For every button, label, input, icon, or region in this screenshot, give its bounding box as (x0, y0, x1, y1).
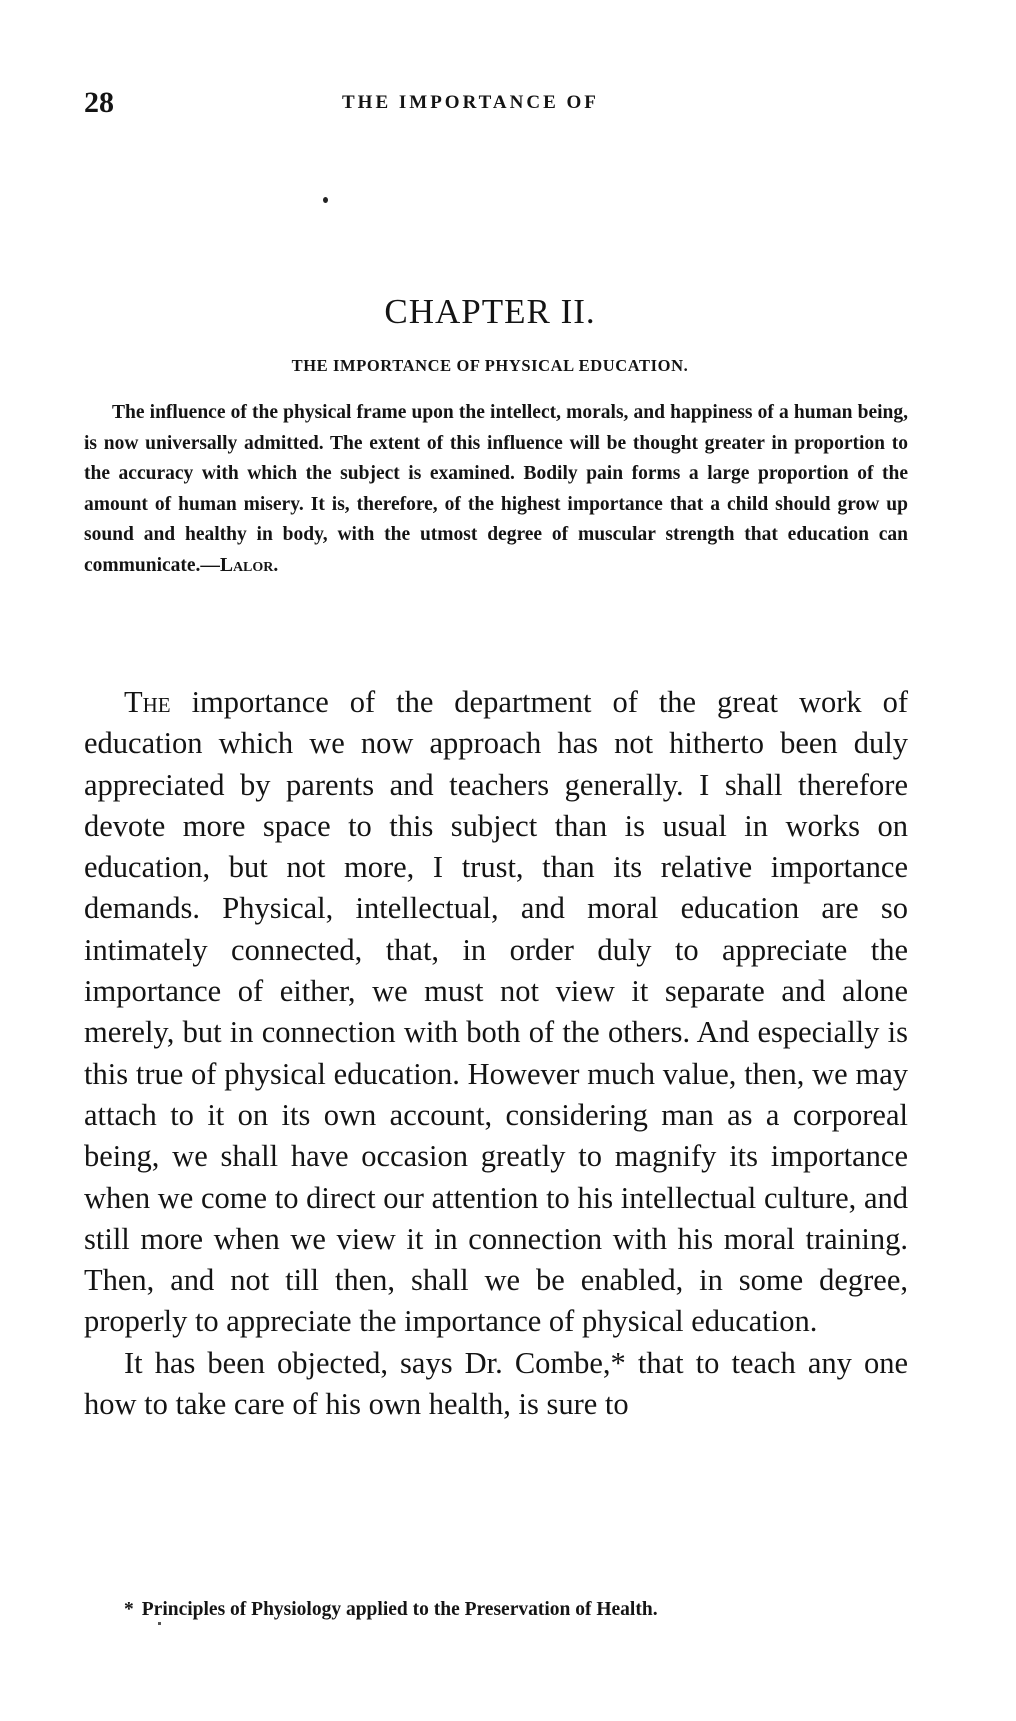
epigraph-text: The influence of the physical frame upon the intellect, morals, and happiness of a human being, is now universally admitted. The extent of this influence will be thought greater in proportion to the accuracy with which the subject is examined. Bodily pain forms a large proportion of the amount of human misery. It is, therefore, of the highest importance that a child should grow up sound and healthy in body, with the utmost degree of muscular strength that education can communicate.— (84, 402, 908, 576)
footnote (124, 1599, 924, 1621)
footnote-text: Principles of Physiology applied to the Preservation of Health. (141, 1599, 658, 1620)
paragraph-1-lead: The (124, 685, 171, 719)
epigraph (84, 398, 908, 582)
ink-speck (323, 197, 328, 203)
paragraph-2: It has been objected, says Dr. Combe,* that to teach any one how to take care of his own health, is sure to (84, 1345, 908, 1422)
paragraph-1-text: importance of the department of the great work of education which we now approach has not hitherto been duly appreciated by parents and teachers generally. I shall therefore devote more space to this subject than is usual in works on education, but not more, I trust, than its relative importance demands. Physical, intellectual, and moral education are so intimately connected, that, in order duly to appreciate the importance of either, we must not view it separate and alone merely, but in connection with both of the others. And especially is this true of physical education. However much value, then, we may attach to it on its own account, considering man as a corporeal being, we shall have occasion greatly to magnify its importance when we come to direct our attention to his intellectual culture, and still more when we view it in connection with his moral training. Then, and not till then, shall we be enabled, in some degree, properly to appreciate the importance of physical education. (84, 685, 908, 1339)
paragraph-1 (84, 682, 908, 1343)
page-number: 28 (84, 86, 114, 119)
chapter-subtitle: THE IMPORTANCE OF PHYSICAL EDUCATION. (291, 356, 689, 375)
chapter-title: CHAPTER II. (384, 292, 596, 331)
footnote-marker: * (124, 1599, 134, 1620)
body-text (84, 682, 908, 1425)
running-head (84, 86, 904, 126)
running-title: THE IMPORTANCE OF (342, 92, 599, 113)
epigraph-attribution: Lalor. (219, 554, 279, 576)
ink-speck-bottom (158, 1622, 161, 1625)
